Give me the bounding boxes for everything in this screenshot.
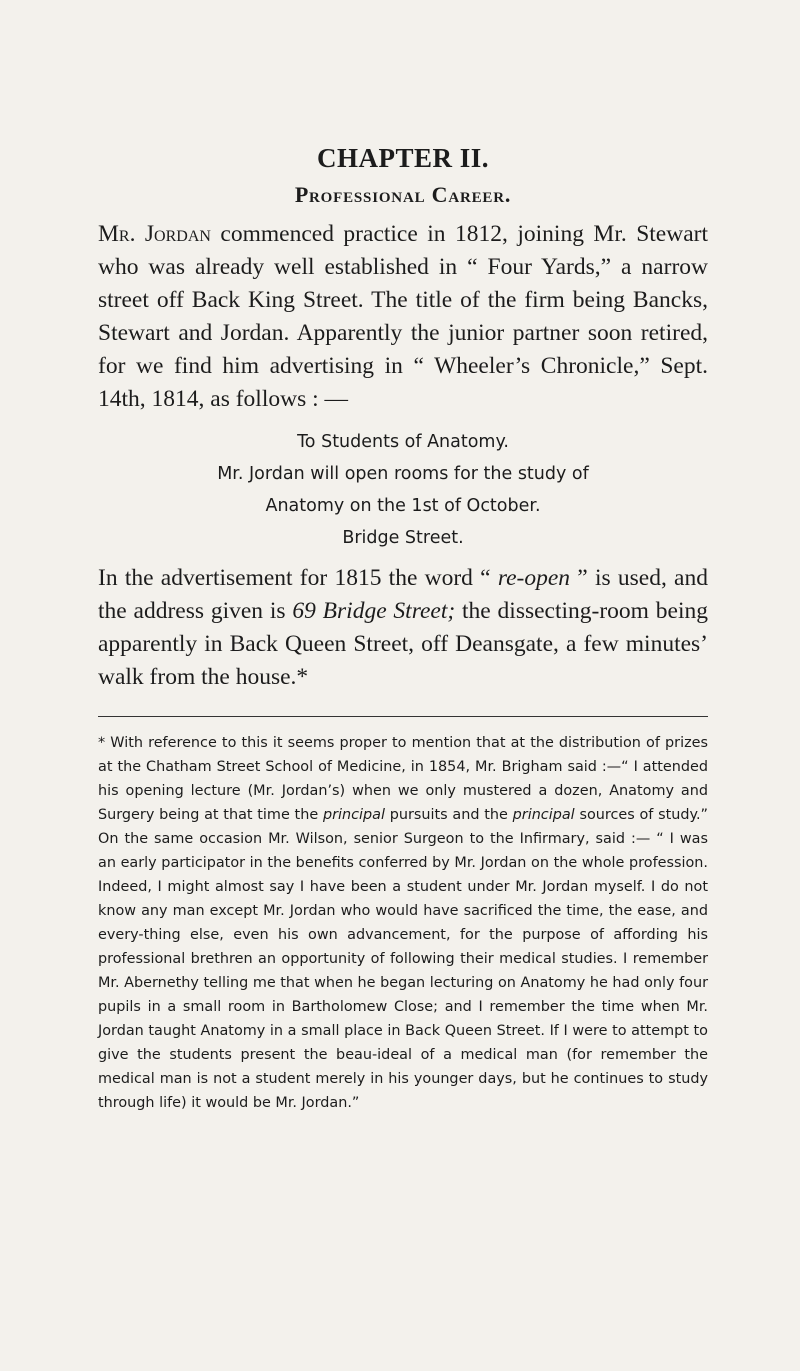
book-page — [98, 140, 708, 1115]
intro-paragraph-text: commenced practice in 1812, joining Mr. Stewart who was already well established in “ Four Yards,” a narrow street off Back King Street. The title of the firm being Bancks, Stewart and Jordan. Apparently the junior partner soon retired, for we find him advertising in “ Wheeler’s Chronicle,” Sept. 14th, 1814, as follows : — — [98, 221, 708, 412]
section-title: Professional Career. — [294, 182, 512, 207]
intro-paragraph — [98, 218, 708, 416]
second-paragraph — [98, 562, 708, 694]
footnote-italic-2: principal — [512, 807, 575, 823]
advertisement-line-1: Mr. Jordan will open rooms for the study of — [217, 464, 589, 484]
second-paragraph-part-3: the dissecting-room being apparently in Back Queen Street, off Deansgate, a few minutes’ walk from the house.* — [98, 598, 708, 690]
lead-name: Mr. Jordan — [98, 221, 211, 247]
advertisement-line-2: Anatomy on the 1st of October. — [265, 496, 541, 516]
footnote-divider — [98, 716, 708, 717]
footnote-part-2: pursuits and the — [384, 807, 513, 823]
second-paragraph-italic-1: re-open — [497, 565, 571, 591]
chapter-title: CHAPTER II. — [316, 143, 490, 173]
second-paragraph-part-1: In the advertisement for 1815 the word “ — [98, 565, 498, 591]
advertisement-address: Bridge Street. — [342, 528, 464, 548]
footnote-part-3: sources of study.” On the same occasion Mr. Wilson, senior Surgeon to the Infirmary, said :— “ I was an early participator in the benefits conferred by Mr. Jordan on the whole profession. Indeed, I might almost say I have been a student under Mr. Jordan myself. I do not know any man except Mr. Jordan who would have sacrificed the time, the ease, and every-thing else, even his own advancement, for the purpose of affording his professional brethren an opportunity of following their medical studies. I remember Mr. Abernethy telling me that when he began lecturing on Anatomy he had only four pupils in a small room in Bartholomew Close; and I remember the time when Mr. Jordan taught Anatomy in a small place in Back Queen Street. If I were to attempt to give the students present the beau-ideal of a medical man (for remember the medical man is not a student merely in his younger days, but he continues to study through life) it would be Mr. Jordan.” — [98, 807, 708, 1111]
advertisement-heading: To Students of Anatomy. — [297, 432, 509, 452]
footnote — [98, 731, 708, 1115]
footnote-part-1: * With reference to this it seems proper to mention that at the distribution of prizes at the Chatham Street School of Medicine, in 1854, Mr. Brigham said :—“ I attended his opening lecture (Mr. Jordan’s) when we only mustered a dozen, Anatomy and Surgery being at that time the — [98, 735, 708, 823]
advertisement-block — [98, 426, 708, 554]
second-paragraph-italic-2: 69 Bridge Street; — [292, 598, 456, 624]
footnote-italic-1: principal — [322, 807, 385, 823]
second-paragraph-part-2: ” is used, and the address given is — [98, 565, 708, 624]
